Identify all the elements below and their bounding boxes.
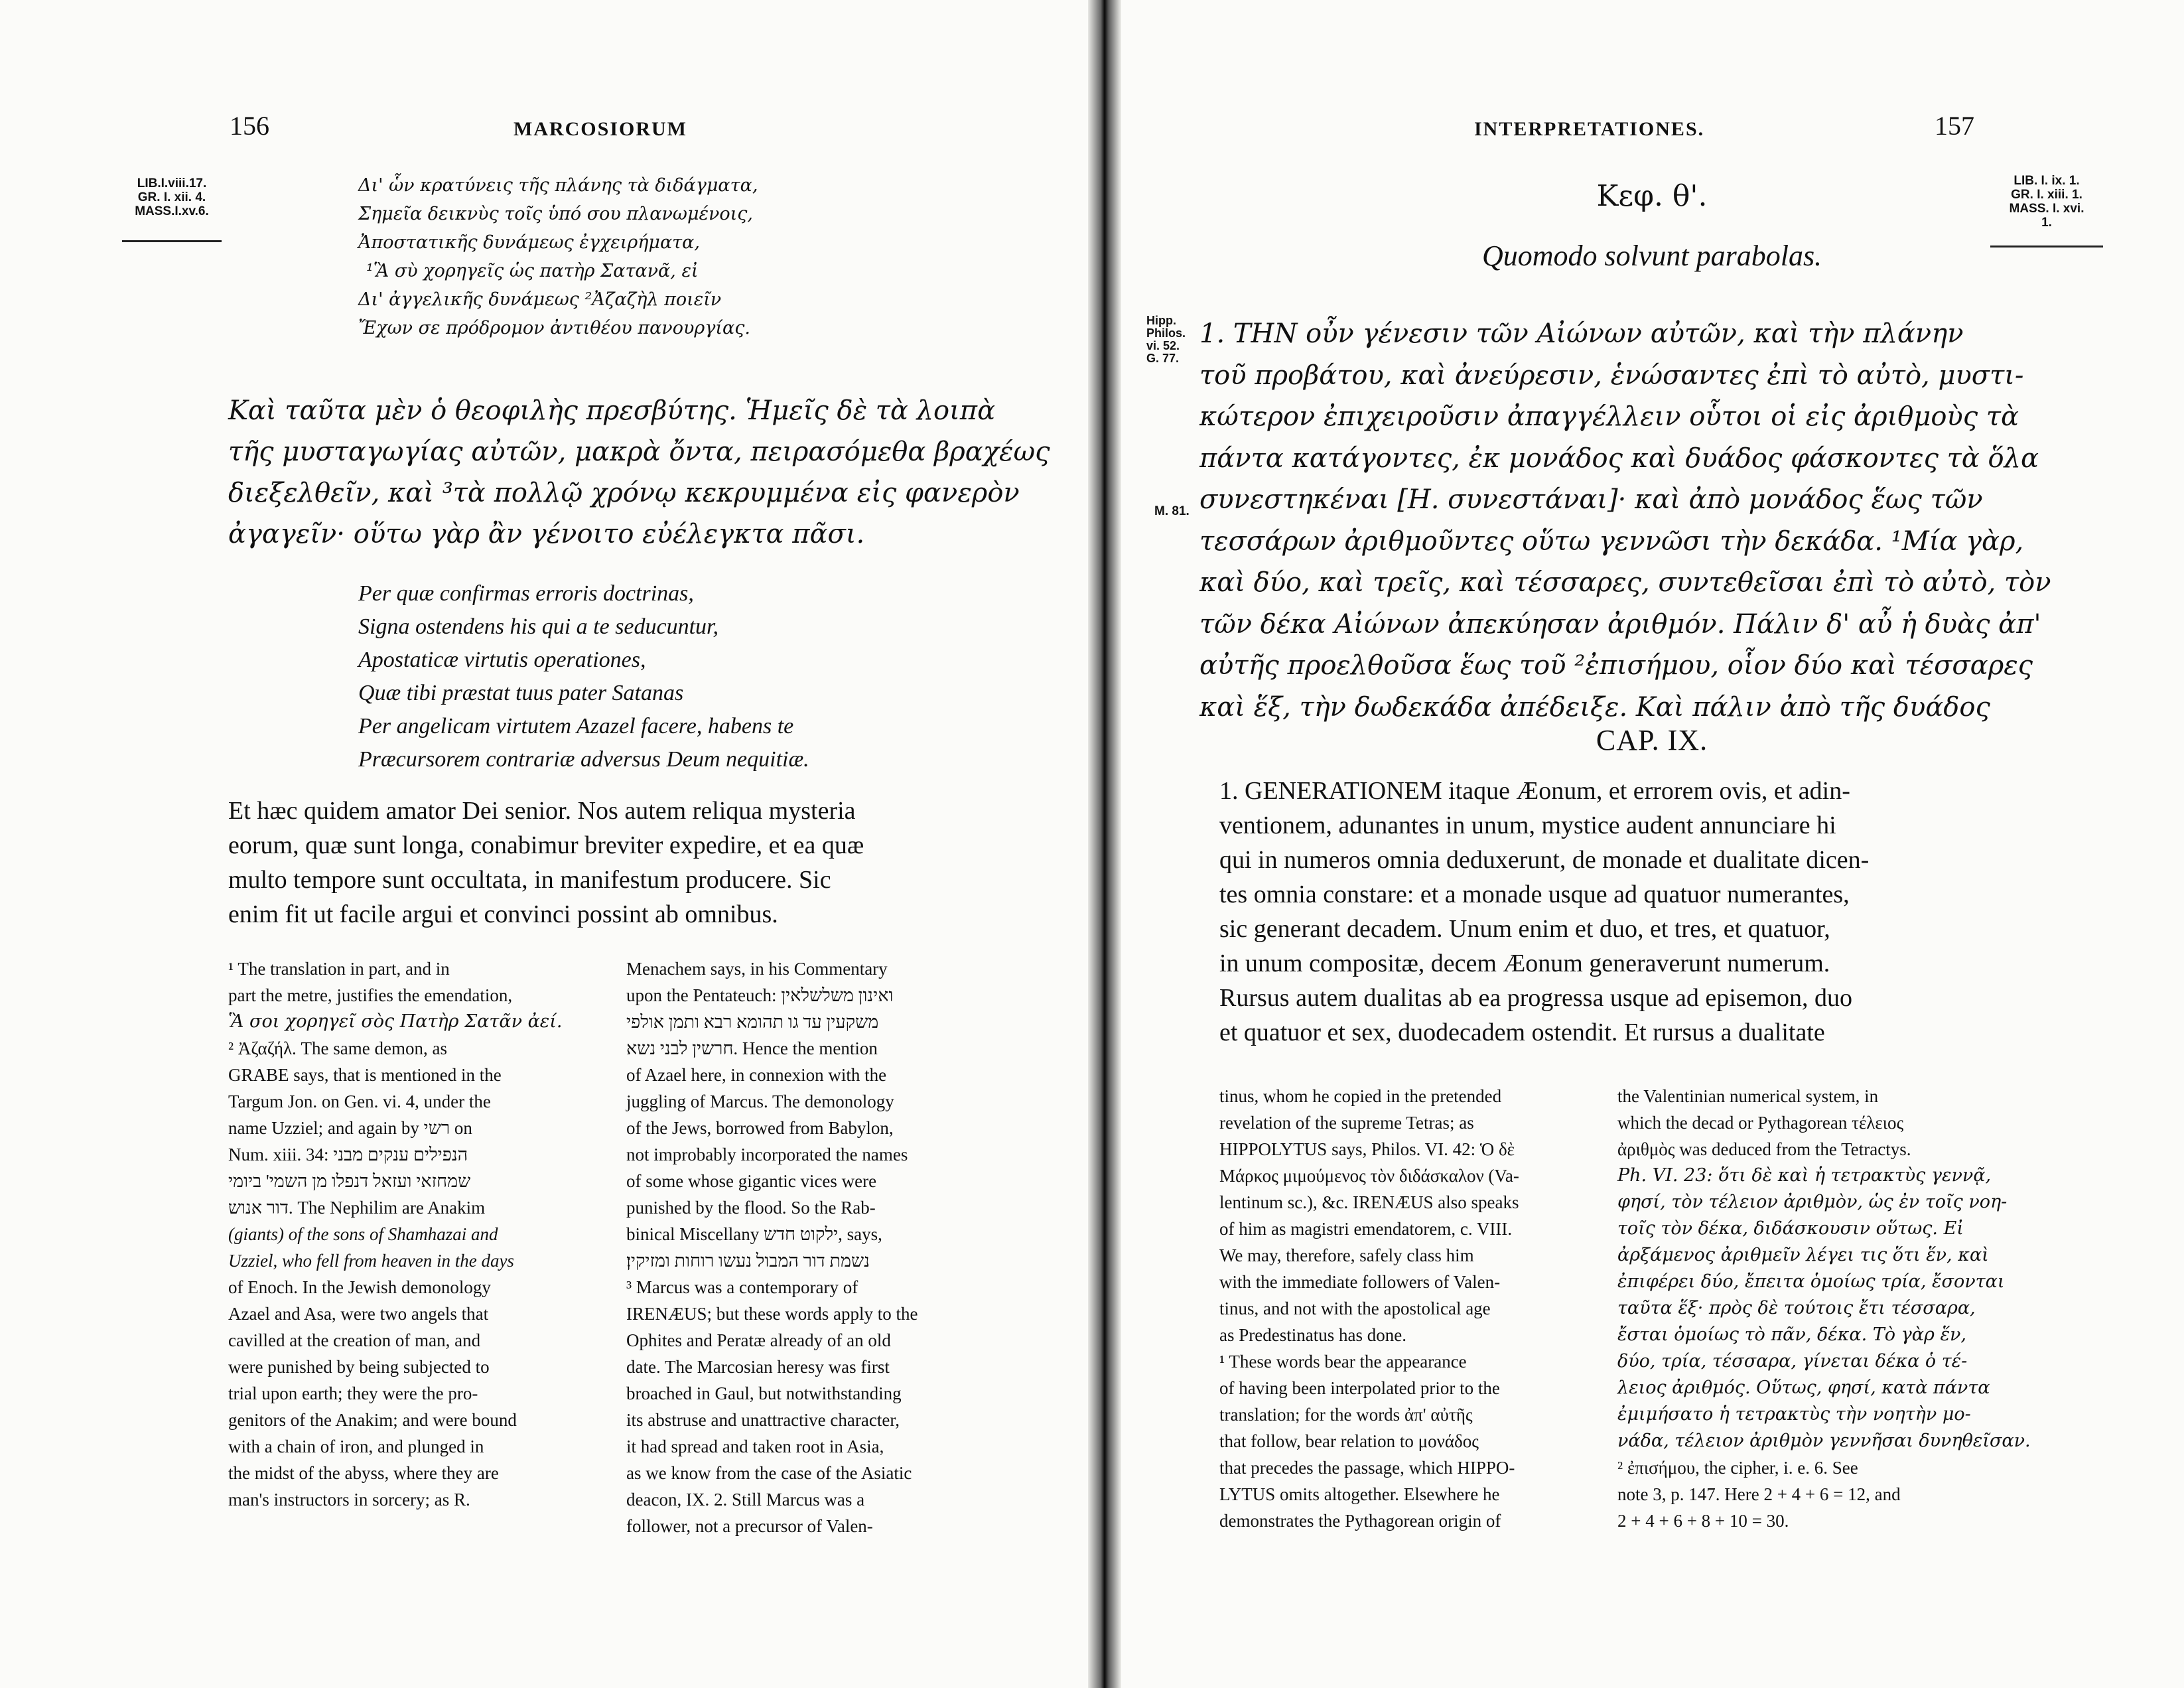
footnote-line: Ἃ σοι χορηγεῖ σὸς Πατὴρ Σατᾶν ἀεί. [228,1011,563,1032]
footnote-line: שמחזאי ועזאל דנפלו מן השמי' ביומי [228,1171,471,1191]
footnote-line: binical Miscellany ילקוט חדש, says, [626,1224,882,1244]
footnote-line: that follow, bear relation to μονάδος [1219,1431,1479,1451]
text-line: tes omnia constare: et a monade usque ad quatuor numerantes, [1219,880,1850,908]
text-line: καὶ ἕξ, τὴν δωδεκάδα ἀπέδειξε. Καὶ πάλιν ἀπὸ τῆς δυάδος [1199,691,1990,723]
footnote-line: it had spread and taken root in Asia, [626,1437,884,1456]
left-page-number: 156 [230,111,269,141]
greek-prose-block [228,390,1050,555]
footnote-line: ἐμιμήσατο ἡ τετρακτὺς τὴν νοητὴν μο- [1617,1404,1971,1425]
text-line: Rursus autem dualitas ab ea progressa usque ad episemon, duo [1219,984,1852,1012]
footnote-line: tinus, whom he copied in the pretended [1219,1086,1502,1106]
text-line: καὶ δύο, καὶ τρεῖς, καὶ τέσσαρες, συντεθεῖσαι ἐπὶ τὸ αὐτὸ, τὸν [1199,567,2051,598]
footnote-line: λειος ἀριθμός. Οὕτως, φησί, κατὰ πάντα [1617,1377,1990,1398]
footnote-line: date. The Marcosian heresy was first [626,1357,890,1377]
verse-line: Ἀποστατικῆς δυνάμεως ἐγχειρήματα, [358,232,700,253]
verse-line: Σημεῖα δεικνὺς τοῖς ὑπό σου πλανωμένοις, [358,204,753,224]
greek-verse-block [358,171,758,342]
footnote-line: juggling of Marcus. The demonology [626,1091,894,1111]
footnotes-column-1 [1219,1083,1591,1534]
left-margin-references [122,176,222,218]
verse-line: ¹Ἃ σὺ χορηγεῖς ὡς πατὴρ Σατανᾶ, εἰ [366,261,699,281]
text-line: et quatuor et sex, duodecadem ostendit. Et rursus a dualitate [1219,1019,1825,1046]
verse-line: Per quæ confirmas erroris doctrinas, [358,581,694,606]
text-line: ventionem, adunantes in unum, mystice audent annunciare hi [1219,811,1836,839]
footnote-line: with the immediate followers of Valen- [1219,1272,1501,1292]
footnote-line: follower, not a precursor of Valen- [626,1516,873,1536]
footnote-line: Num. xiii. 34: הנפילים ענקים מבני [228,1145,468,1164]
footnote-line: the midst of the abyss, where they are [228,1463,499,1483]
footnote-line: HIPPOLYTUS says, Philos. VI. 42: Ὁ δὲ [1219,1139,1515,1159]
footnote-line: Ophites and Peratæ already of an old [626,1330,891,1350]
footnote-line: note 3, p. 147. Here 2 + 4 + 6 = 12, and [1617,1484,1901,1504]
latin-text-block [1219,774,1869,1050]
verse-line: Ἔχων σε πρόδρομον ἀντιθέου πανουργίας. [358,318,750,338]
footnote-line: as we know from the case of the Asiatic [626,1463,912,1483]
footnote-line: We may, therefore, safely class him [1219,1245,1474,1265]
margin-ref-line: LIB. I. ix. 1. [2013,174,2080,188]
footnote-line: τοῖς τὸν δέκα, διδάσκουσιν οὕτως. Εἰ [1617,1218,1964,1239]
footnote-line: man's instructors in sorcery; as R. [228,1490,470,1510]
footnote-line: were punished by being subjected to [228,1357,490,1377]
footnote-line: of some whose gigantic vices were [626,1171,877,1191]
text-line: qui in numeros omnia deduxerunt, de monade et dualitate dicen- [1219,846,1870,874]
footnote-line: Uzziel, who fell from heaven in the days [228,1251,514,1271]
footnote-line: revelation of the supreme Tetras; as [1219,1113,1474,1133]
margin-ref-line: GR. I. xii. 4. [137,190,206,204]
footnote-line: ² ἐπισήμου, the cipher, i. e. 6. See [1617,1458,1858,1478]
margin-ref-line: LIB.I.viii.17. [137,176,207,190]
footnote-line: of Enoch. In the Jewish demonology [228,1277,491,1297]
footnote-line: ταῦτα ἕξ· πρὸς δὲ τούτοις ἔτι τέσσαρα, [1617,1298,1976,1318]
prose-line: διεξελθεῖν, καὶ ³τὰ πολλῷ χρόνῳ κεκρυμμένα εἰς φανερὸν [228,478,1020,508]
footnote-line: of him as magistri emendatorem, c. VIII. [1219,1219,1513,1239]
footnote-line: ¹ The translation in part, and in [228,959,450,979]
massuet-side-reference: M. 81. [1154,504,1190,518]
text-line: τῶν δέκα Αἰώνων ἀπεκύησαν ἀριθμόν. Πάλιν δ' αὖ ἡ δυὰς ἀπ' [1199,608,2041,640]
footnote-line: the Valentinian numerical system, in [1617,1086,1879,1106]
footnote-line: trial upon earth; they were the pro- [228,1383,478,1403]
text-line: πάντα κατάγοντες, ἐκ μονάδος καὶ δυάδος φάσκοντες τὰ ὅλα [1199,443,2039,474]
latin-prose-block [228,794,864,932]
footnotes-column-1 [228,955,600,1513]
footnote-line: ἐπιφέρει δύο, ἔπειτα ὁμοίως τρία, ἔσονται [1617,1271,2005,1292]
footnote-line: demonstrates the Pythagorean origin of [1219,1511,1501,1531]
footnote-line: φησί, τὸν τέλειον ἀριθμὸν, ὡς ἐν τοῖς νοη- [1617,1192,2008,1212]
side-ref-line: Philos. [1146,326,1186,340]
prose-line: enim fit ut facile argui et convinci possint ab omnibus. [228,900,778,928]
text-line: τεσσάρων ἀριθμοῦντες οὕτω γεννῶσι τὴν δεκάδα. ¹Μία γὰρ, [1199,526,2024,557]
footnote-line: that precedes the passage, which HIPPO- [1219,1458,1515,1478]
verse-line: Δι' ὧν κρατύνεις τῆς πλάνης τὰ διδάγματα, [358,175,758,196]
text-line: κώτερον ἐπιχειροῦσιν ἀπαγγέλλειν οὗτοι οἱ εἰς ἀριθμοὺς τὰ [1199,401,2019,432]
margin-rule [122,240,222,242]
footnote-line: name Uzziel; and again by רשי on [228,1118,472,1138]
text-line: sic generant decadem. Unum enim et duo, et tres, et quatuor, [1219,915,1830,943]
text-line: 1. GENERATIONEM itaque Æonum, et errorem ovis, et adin- [1219,777,1850,805]
footnote-line: GRABE says, that is mentioned in the [228,1065,502,1085]
verse-line: Quæ tibi præstat tuus pater Satanas [358,681,684,705]
latin-verse-block [358,577,809,776]
side-ref-line: Hipp. [1146,314,1176,327]
footnote-line: its abstruse and unattractive character, [626,1410,900,1430]
footnotes-column-2 [626,955,998,1539]
footnote-line: משקעין עד גו תהומא רבא ותמן אולפי [626,1012,879,1032]
footnote-line: δύο, τρία, τέσσαρα, γίνεται δέκα ὁ τέ- [1617,1351,1968,1372]
footnote-line: LYTUS omits altogether. Elsewhere he [1219,1484,1500,1504]
footnote-line: Targum Jon. on Gen. vi. 4, under the [228,1091,491,1111]
footnote-line: ἔσται ὁμοίως τὸ πᾶν, δέκα. Τὸ γὰρ ἕν, [1617,1324,1966,1345]
prose-line: multo tempore sunt occultata, in manifestum producere. Sic [228,866,831,894]
footnote-line: of the Jews, borrowed from Babylon, [626,1118,894,1138]
footnote-line: with a chain of iron, and plunged in [228,1437,484,1456]
footnote-line: tinus, and not with the apostolical age [1219,1299,1491,1318]
footnote-line: not improbably incorporated the names [626,1145,908,1164]
greek-text-block [1199,313,2051,728]
footnote-line: cavilled at the creation of man, and [228,1330,481,1350]
footnote-line: ἀρξάμενος ἀριθμεῖν λέγει τις ὅτι ἕν, καὶ [1617,1245,1989,1265]
footnote-line: ² Ἀζαζήλ. The same demon, as [228,1038,447,1058]
prose-line: Et hæc quidem amator Dei senior. Nos autem reliqua mysteria [228,797,856,825]
cap-heading: CAP. IX. [1596,724,1708,756]
footnote-line: ¹ These words bear the appearance [1219,1352,1467,1372]
margin-ref-line: MASS. I. xvi. [2009,202,2084,216]
footnote-line: as Predestinatus has done. [1219,1325,1406,1345]
prose-line: Καὶ ταῦτα μὲν ὁ θεοφιλὴς πρεσβύτης. Ἡμεῖς δὲ τὰ λοιπὰ [228,395,996,426]
verse-line: Præcursorem contrariæ adversus Deum nequitiæ. [358,747,809,772]
footnote-line: IRENÆUS; but these words apply to the [626,1304,918,1324]
right-page [1121,0,2184,1688]
text-line: in unum compositæ, decem Æonum generaverunt numerum. [1219,950,1830,977]
footnote-line: upon the Pentateuch: ואינון משלשלאין [626,985,894,1005]
footnote-line: of Azael here, in connexion with the [626,1065,887,1085]
verse-line: Signa ostendens his qui a te seducuntur, [358,614,719,639]
right-page-number: 157 [1935,111,1974,141]
verse-line: Δι' ἀγγελικῆς δυνάμεως ²Ἀζαζὴλ ποιεῖν [358,289,722,310]
footnote-line: broached in Gaul, but notwithstanding [626,1383,902,1403]
footnotes-column-2 [1617,1083,2031,1534]
text-line: 1. ΤΗΝ οὖν γένεσιν τῶν Αἰώνων αὐτῶν, καὶ τὴν πλάνην [1199,318,1964,349]
footnote-line: translation; for the words ἀπ' αὐτῆς [1219,1405,1473,1425]
prose-line: τῆς μυσταγωγίας αὐτῶν, μακρὰ ὄντα, πειρασόμεθα βραχέως [228,437,1050,467]
text-line: τοῦ προβάτου, καὶ ἀνεύρεσιν, ἑνώσαντες ἐπὶ τὸ αὐτὸ, μυστι- [1199,360,2024,391]
prose-line: ἀγαγεῖν· οὕτω γὰρ ἂν γένοιτο εὐέλεγκτα πᾶσι. [228,519,865,549]
prose-line: eorum, quæ sunt longa, conabimur breviter expedire, et ea quæ [228,831,864,859]
footnote-line: genitors of the Anakim; and were bound [228,1410,517,1430]
right-running-head: INTERPRETATIONES. [1474,118,1705,140]
footnote-line: deacon, IX. 2. Still Marcus was a [626,1490,865,1510]
book-gutter [1088,0,1121,1688]
footnote-line: חרשין לבני נשא. Hence the mention [626,1038,878,1058]
footnote-line: ἀριθμὸς was deduced from the Tetractys. [1617,1139,1911,1159]
margin-ref-line: GR. I. xiii. 1. [2011,188,2082,202]
text-line: αὐτῆς προελθοῦσα ἕως τοῦ ²ἐπισήμου, οἷον δύο καὶ τέσσαρες [1199,650,2033,681]
footnote-line: (giants) of the sons of Shamhazai and [228,1224,498,1244]
verse-line: Per angelicam virtutem Azazel facere, habens te [358,714,794,738]
footnote-line: Ph. VI. 23: ὅτι δὲ καὶ ἡ τετρακτὺς γεννᾷ, [1617,1165,1992,1186]
chapter-greek-heading: Κεφ. θ'. [1596,179,1708,213]
footnote-line: νάδα, τέλειον ἀριθμὸν γεννῆσαι δυνηθεῖσαν. [1617,1431,2031,1451]
footnote-line: Menachem says, in his Commentary [626,959,888,979]
footnote-line: punished by the flood. So the Rab- [626,1198,876,1218]
margin-ref-line: MASS.I.xv.6. [135,204,209,218]
left-page [0,0,1088,1688]
verse-line: Apostaticæ virtutis operationes, [358,648,646,672]
footnote-line: 2 + 4 + 6 + 8 + 10 = 30. [1617,1511,1789,1531]
footnote-line: נשמת דור המבול נעשו רוחות ומזיקין׃ [626,1251,870,1271]
footnote-line: which the decad or Pythagorean τέλειος [1617,1113,1904,1133]
footnote-line: ³ Marcus was a contemporary of [626,1277,858,1297]
footnote-line: Azael and Asa, were two angels that [228,1304,489,1324]
footnote-line: of having been interpolated prior to the [1219,1378,1500,1398]
text-line: συνεστηκέναι [H. συνεστάναι]· καὶ ἀπὸ μονάδος ἕως τῶν [1199,484,1983,515]
footnote-line: part the metre, justifies the emendation, [228,985,513,1005]
hippolytus-side-reference [1146,315,1193,365]
footnote-line: lentinum sc.), &c. IRENÆUS also speaks [1219,1192,1519,1212]
footnote-line: Μάρκος μιμούμενος τὸν διδάσκαλον (Va- [1219,1166,1519,1186]
side-ref-line: vi. 52. [1146,339,1180,352]
chapter-subtitle: Quomodo solvunt parabolas. [1481,240,1822,272]
left-running-head: MARCOSIORUM [513,118,687,140]
side-ref-line: G. 77. [1146,352,1180,365]
footnote-line: דור אנוש. The Nephilim are Anakim [228,1198,486,1218]
margin-ref-line: 1. [2041,216,2052,230]
